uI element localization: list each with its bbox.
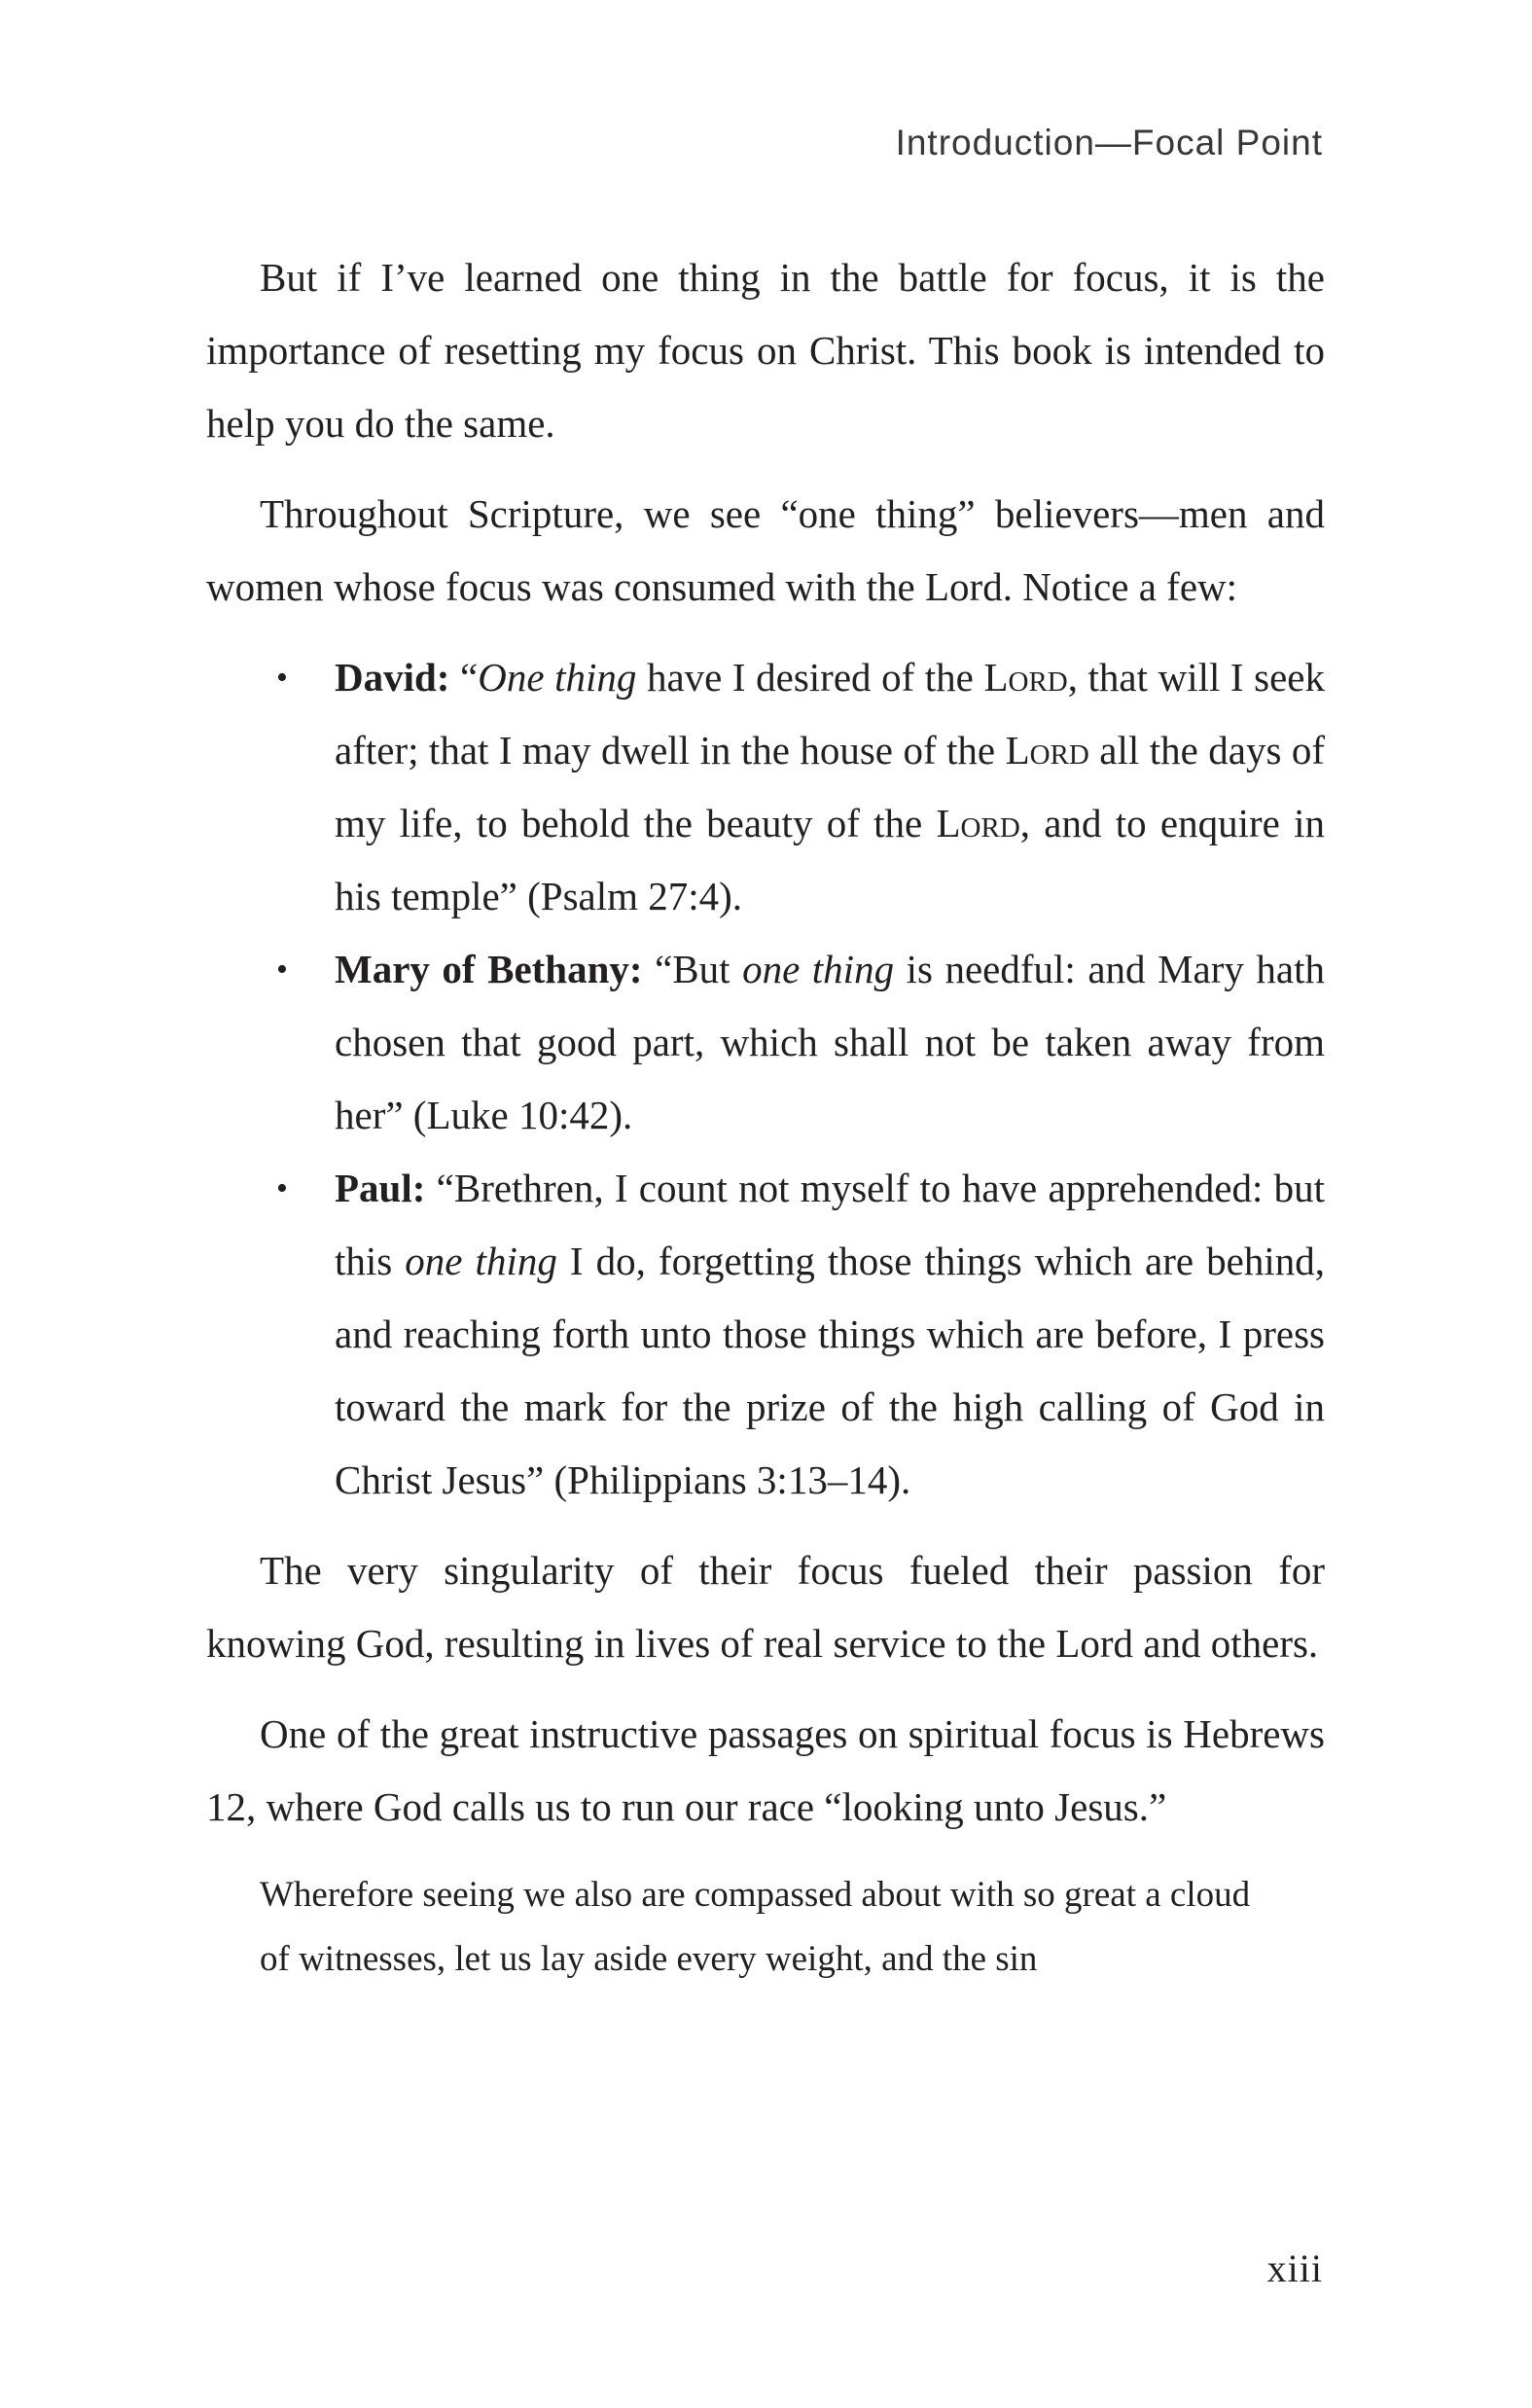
item-emphasis: one thing (405, 1239, 557, 1283)
list-item-paul (206, 1152, 1325, 1517)
item-small-caps: Lord (1005, 728, 1089, 773)
item-emphasis: one thing (742, 947, 895, 991)
item-name: David: (335, 655, 450, 700)
spacer (206, 1680, 1325, 1698)
paragraph-4: One of the great instructive passages on spiritual focus is Hebrews 12, where God calls us to run our race “looking unto Jesus.” (206, 1711, 1325, 1829)
scripture-blockquote: Wherefore seeing we also are compassed about with so great a cloud of witnesses, let us lay aside every weight, and the sin (260, 1875, 1251, 1979)
item-text: is needful: and Mary hath chosen that good part, which shall not be taken away from her” (Luke 10:42). (335, 947, 1325, 1137)
page-body (206, 241, 1325, 1992)
item-text: have I desired of the (636, 655, 984, 700)
page-number: xiii (1266, 2246, 1323, 2290)
item-emphasis: One thing (478, 655, 637, 700)
bullet-icon: • (276, 1170, 288, 1206)
spacer (206, 460, 1325, 478)
one-thing-list (206, 641, 1325, 1517)
paragraph-3: The very singularity of their focus fueled their passion for knowing God, resulting in lives of real service to the Lord and others. (206, 1548, 1325, 1666)
spacer (206, 624, 1325, 641)
item-small-caps: Lord (936, 801, 1020, 845)
item-name: Paul: (335, 1166, 426, 1210)
item-text: , and to enquire in his temple” (Psalm 27:4). (335, 801, 1326, 918)
item-name: Mary of Bethany: (335, 947, 643, 991)
list-item-mary (206, 933, 1325, 1152)
item-text: “ (460, 655, 479, 700)
running-head: Introduction—Focal Point (895, 123, 1323, 162)
paragraph-1: But if I’ve learned one thing in the battle for focus, it is the importance of resetting my focus on Christ. This book is intended to help you do the same. (206, 255, 1325, 446)
spacer (206, 1517, 1325, 1534)
bullet-icon: • (276, 660, 288, 696)
list-item-david (206, 641, 1325, 933)
item-text: “Brethren, I count not myself to have apprehended: but this (335, 1166, 1325, 1283)
bullet-icon: • (276, 952, 288, 988)
item-text: , that will I seek after; that I may dwell in the house of the (335, 655, 1325, 773)
paragraph-2: Throughout Scripture, we see “one thing” believers—men and women whose focus was consumed with the Lord. Notice a few: (206, 491, 1325, 609)
item-small-caps: Lord (983, 655, 1068, 700)
item-text: “But (642, 947, 743, 991)
item-text: all the days of my life, to behold the beauty of the (335, 728, 1325, 845)
item-text: I do, forgetting those things which are behind, and reaching forth unto those things which are before, I press toward the mark for the prize of the high calling of God in Christ Jesus” (Philippians 3:13–14). (335, 1239, 1325, 1502)
